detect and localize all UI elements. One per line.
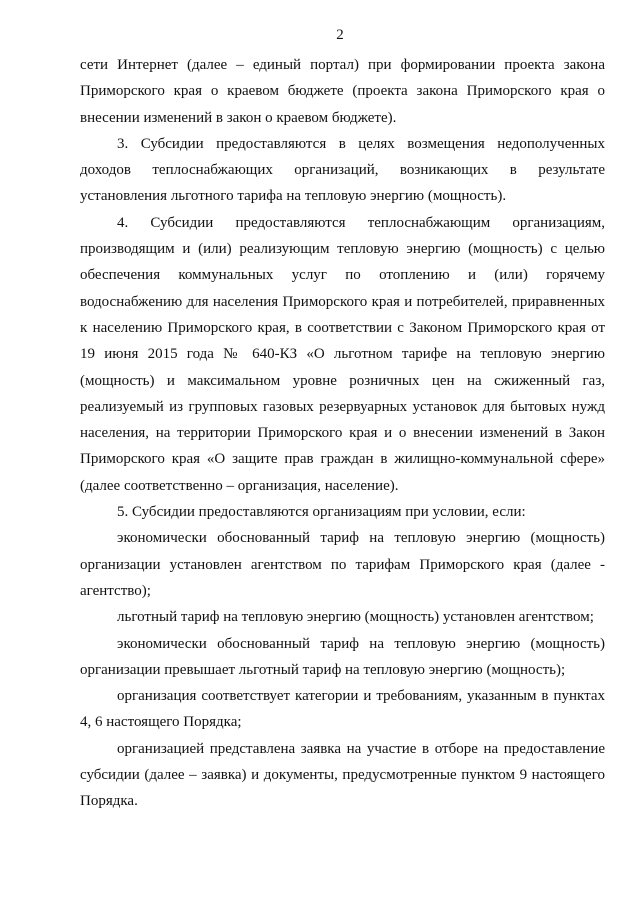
paragraph-condition-1: экономически обоснованный тариф на тепловую энергию (мощность) организации установлен агентством по тарифам Приморского края (далее - агентство);	[80, 530, 605, 599]
document-body	[80, 52, 605, 815]
paragraph-continuation: сети Интернет (далее – единый портал) при формировании проекта закона Приморского края о краевом бюджете (проекта закона Приморского края о внесении изменений в закон о краевом бюджете).	[80, 57, 605, 126]
paragraph-item-4: 4. Субсидии предоставляются теплоснабжающим организациям, производящим и (или) реализующим тепловую энергию (мощность) с целью обеспечения коммунальных услуг по отоплению и (или) горячему водоснабжению для населения Приморского края и потребителей, приравненных к населению Приморского края, в соответствии с Законом Приморского края от 19 июня 2015 года № 640-КЗ «О льготном тарифе на тепловую энергию (мощность) и максимальном уровне розничных цен на сжиженный газ, реализуемый из групповых газовых резервуарных установок для бытовых нужд населения, на территории Приморского края и о внесении изменений в Закон Приморского края «О защите прав граждан в жилищно-коммунальной сфере» (далее соответственно – организация, население).	[80, 214, 605, 494]
paragraph-item-3: 3. Субсидии предоставляются в целях возмещения недополученных доходов теплоснабжающих организаций, возникающих в результате установления льготного тарифа на тепловую энергию (мощность).	[80, 135, 605, 205]
paragraph-condition-3: экономически обоснованный тариф на тепловую энергию (мощность) организации превышает льготный тариф на тепловую энергию (мощность);	[80, 635, 605, 678]
paragraph-condition-5: организацией представлена заявка на участие в отборе на предоставление субсидии (далее – заявка) и документы, предусмотренные пунктом 9 настоящего Порядка.	[80, 740, 605, 810]
paragraph-item-5: 5. Субсидии предоставляются организациям при условии, если:	[117, 504, 526, 521]
paragraph-condition-2: льготный тариф на тепловую энергию (мощность) установлен агентством;	[117, 609, 594, 626]
page-number: 2	[336, 27, 344, 43]
paragraph-condition-4: организация соответствует категории и требованиям, указанным в пунктах 4, 6 настоящего Порядка;	[80, 688, 605, 731]
